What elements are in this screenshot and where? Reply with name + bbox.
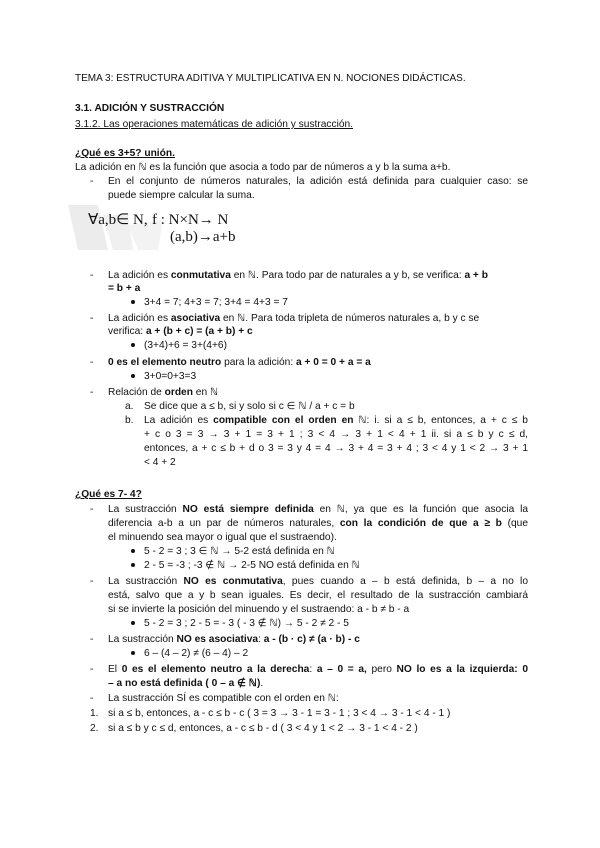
section-subtitle: 3.1.2. Las operaciones matemáticas de adición y sustracción. xyxy=(75,119,354,130)
dash-bullet: - xyxy=(90,357,94,368)
dash-bullet: - xyxy=(90,313,94,324)
order-item-a-text: Se dice que a ≤ b, si y solo si c ∈ ℕ / a + c = b xyxy=(144,401,355,412)
dash-bullet: - xyxy=(90,664,94,675)
subtraction-order-item1: si a ≤ b, entonces, a - c ≤ b - c ( 3 = 3 → 3 - 1 = 3 - 1 ; 3 < 4 → 3 - 1 < 4 - 1 ) xyxy=(108,708,451,719)
bullet-dot xyxy=(131,621,135,625)
dash-bullet: - xyxy=(90,634,94,645)
numbered-label-2: 2. xyxy=(90,723,99,734)
order-relation-line: Relación de orden en ℕ xyxy=(108,387,219,398)
commutative-line1: La adición es conmutativa en ℕ. Para todo par de naturales a y b, se verifica: a + b xyxy=(108,270,488,281)
bullet-dot xyxy=(131,549,135,553)
section-title: 3.1. ADICIÓN Y SUSTRACCIÓN xyxy=(75,103,225,114)
subtraction-commutative-line3: si se invierte la posición del minuendo y el sustraendo: a - b ≠ b - a xyxy=(108,604,410,615)
subtraction-commutative-line2: está, salvo que a y b sean iguales. Es decir, el resultado de la sustracción cambiará xyxy=(108,590,528,601)
subtraction-defined-line2: diferencia a-b a un par de números naturales, con la condición de que a ≥ b (que xyxy=(108,518,528,529)
subtraction-order-item2: si a ≤ b y c ≤ d, entonces, a - c ≤ b - d ( 3 < 4 y 1 < 2 → 3 - 1 < 4 - 2 ) xyxy=(108,723,418,734)
associative-line2: verifica: a + (b + c) = (a + b) + c xyxy=(108,326,253,337)
dash-bullet: - xyxy=(90,504,94,515)
document-header: TEMA 3: ESTRUCTURA ADITIVA Y MULTIPLICATIVA EN N. NOCIONES DIDÁCTICAS. xyxy=(75,73,466,84)
addition-intro: La adición en ℕ es la función que asocia a todo par de números a y b la suma a+b. xyxy=(75,162,451,173)
subtraction-neutral-line2: – a no está definida ( 0 – a ∉ ℕ). xyxy=(108,678,264,689)
order-item-b-line1: La adición es compatible con el orden en ℕ: i. si a ≤ b, entonces, a + c ≤ b xyxy=(144,415,528,426)
subtraction-defined-line3: el minuendo sea mayor o igual que el sustraendo). xyxy=(108,532,337,543)
subtraction-example2: 2 - 5 = -3 ; -3 ∉ ℕ → 2-5 NO está definida en ℕ xyxy=(144,560,360,571)
subtraction-neutral-line1: El 0 es el elemento neutro a la derecha: a – 0 = a, pero NO lo es a la izquierda: 0 xyxy=(108,664,529,675)
neutral-example: 3+0=0+3=3 xyxy=(144,371,197,382)
question-title-subtraction: ¿Qué es 7- 4? xyxy=(75,489,142,500)
dash-bullet: - xyxy=(90,387,94,398)
order-item-b-line2: + c o 3 = 3 → 3 + 1 = 3 + 1 ; 3 < 4 → 3 + 1 < 4 + 1 ii. si a ≤ b y c ≤ d, xyxy=(144,429,528,440)
neutral-element-line: 0 es el elemento neutro para la adición: a + 0 = 0 + a = a xyxy=(108,357,371,368)
bullet-dot xyxy=(131,300,135,304)
commutative-line2: = b + a xyxy=(108,283,141,294)
subtraction-commutative-line1: La sustracción NO es conmutativa, pues cuando a – b está definida, b – a no lo xyxy=(108,576,528,587)
bullet-dot xyxy=(131,651,135,655)
order-item-a-label: a. xyxy=(125,401,134,412)
subtraction-commutative-example: 5 - 2 = 3 ; 2 - 5 = - 3 ( - 3 ∉ ℕ) → 5 - 2 ≠ 2 - 5 xyxy=(144,618,349,629)
order-item-b-label: b. xyxy=(125,415,134,426)
bullet-dot xyxy=(131,374,135,378)
numbered-label-1: 1. xyxy=(90,708,99,719)
dash-bullet: - xyxy=(90,270,94,281)
formula-line2: (a,b)→a+b xyxy=(170,229,236,245)
associative-example: (3+4)+6 = 3+(4+6) xyxy=(144,340,227,351)
commutative-example: 3+4 = 7; 4+3 = 7; 3+4 = 4+3 = 7 xyxy=(144,297,288,308)
addition-defined-line2: puede siempre calcular la suma. xyxy=(108,190,255,201)
subtraction-associative-line: La sustracción NO es asociativa: a - (b · c) ≠ (a · b) - c xyxy=(108,634,360,645)
subtraction-defined-line1: La sustracción NO está siempre definida en ℕ, ya que es la función que asocia la xyxy=(108,504,528,515)
subtraction-associative-example: 6 – (4 – 2) ≠ (6 – 4) – 2 xyxy=(144,648,249,659)
formula-line1b: f : N×N→ N xyxy=(152,212,229,228)
addition-defined-line1: En el conjunto de números naturales, la adición está definida para cualquier caso: se xyxy=(108,176,528,187)
associative-line1: La adición es asociativa en ℕ. Para toda tripleta de números naturales a, b y c se xyxy=(108,313,480,324)
dash-bullet: - xyxy=(90,176,94,187)
dash-bullet: - xyxy=(90,576,94,587)
subtraction-example1: 5 - 2 = 3 ; 3 ∈ ℕ → 5-2 está definida en ℕ xyxy=(144,546,335,557)
bullet-dot xyxy=(131,563,135,567)
formula-line1a: ∀a,b∈ N, xyxy=(88,212,148,228)
dash-bullet: - xyxy=(90,693,94,704)
question-title-addition: ¿Qué es 3+5? unión. xyxy=(75,148,175,159)
bullet-dot xyxy=(131,343,135,347)
order-item-b-line4: < 4 + 2 xyxy=(144,457,176,468)
order-item-b-line3: entonces, a + c ≤ b + d o 3 = 3 y 4 = 4 → 3 + 4 = 3 + 4 ; 3 < 4 y 1 < 2 → 3 + 1 xyxy=(144,443,528,454)
subtraction-order-line: La sustracción SÍ es compatible con el orden en ℕ: xyxy=(108,693,339,704)
